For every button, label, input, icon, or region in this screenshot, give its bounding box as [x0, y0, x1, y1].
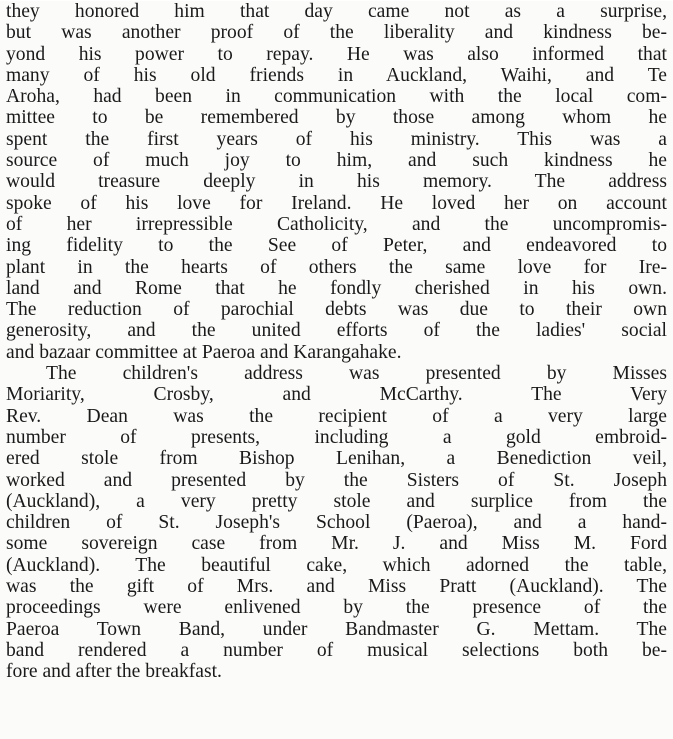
text-line: Paeroa Town Band, under Bandmaster G. Mettam. The: [6, 618, 667, 640]
text-line: mittee to be remembered by those among whom he: [6, 107, 667, 129]
newspaper-clipping: [0, 1, 673, 739]
text-line: worked and presented by the Sisters of St. Joseph: [6, 469, 667, 491]
text-line: was the gift of Mrs. and Miss Pratt (Auckland). The: [6, 576, 667, 598]
text-line: spent the first years of his ministry. This was a: [6, 128, 667, 150]
text-line: band rendered a number of musical selections both be-: [6, 639, 667, 661]
text-line: many of his old friends in Auckland, Waihi, and Te: [6, 64, 667, 86]
article-text: [6, 1, 667, 683]
text-line: (Auckland), a very pretty stole and surplice from the: [6, 490, 667, 512]
text-line: The reduction of parochial debts was due to their own: [6, 299, 667, 321]
paragraph-start-line: The children's address was presented by Misses: [46, 363, 667, 385]
text-line: ing fidelity to the See of Peter, and endeavored to: [6, 235, 667, 257]
text-line: Rev. Dean was the recipient of a very large: [6, 405, 667, 427]
text-line: plant in the hearts of others the same love for Ire-: [6, 256, 667, 278]
text-line: ered stole from Bishop Lenihan, a Benediction veil,: [6, 448, 667, 470]
text-line: land and Rome that he fondly cherished in his own.: [6, 277, 667, 299]
text-line: proceedings were enlivened by the presence of the: [6, 597, 667, 619]
text-line: source of much joy to him, and such kindness he: [6, 150, 667, 172]
text-line: but was another proof of the liberality and kindness be-: [6, 22, 667, 44]
text-line: Aroha, had been in communication with the local com-: [6, 86, 667, 108]
text-line: they honored him that day came not as a surprise,: [6, 1, 667, 22]
text-line: number of presents, including a gold embroid-: [6, 426, 667, 448]
text-line: yond his power to repay. He was also informed that: [6, 43, 667, 65]
paragraph-end-line: and bazaar committee at Paeroa and Karangahake.: [6, 341, 402, 363]
paragraph-end-line: fore and after the breakfast.: [6, 661, 222, 683]
text-line: spoke of his love for Ireland. He loved her on account: [6, 192, 667, 214]
text-line: Moriarity, Crosby, and McCarthy. The Very: [6, 384, 667, 406]
text-line: of her irrepressible Catholicity, and the uncompromis-: [6, 213, 667, 235]
text-line: children of St. Joseph's School (Paeroa), and a hand-: [6, 512, 667, 534]
text-line: generosity, and the united efforts of the ladies' social: [6, 320, 667, 342]
text-line: some sovereign case from Mr. J. and Miss M. Ford: [6, 533, 667, 555]
text-line: (Auckland). The beautiful cake, which adorned the table,: [6, 554, 667, 576]
text-line: would treasure deeply in his memory. The address: [6, 171, 667, 193]
